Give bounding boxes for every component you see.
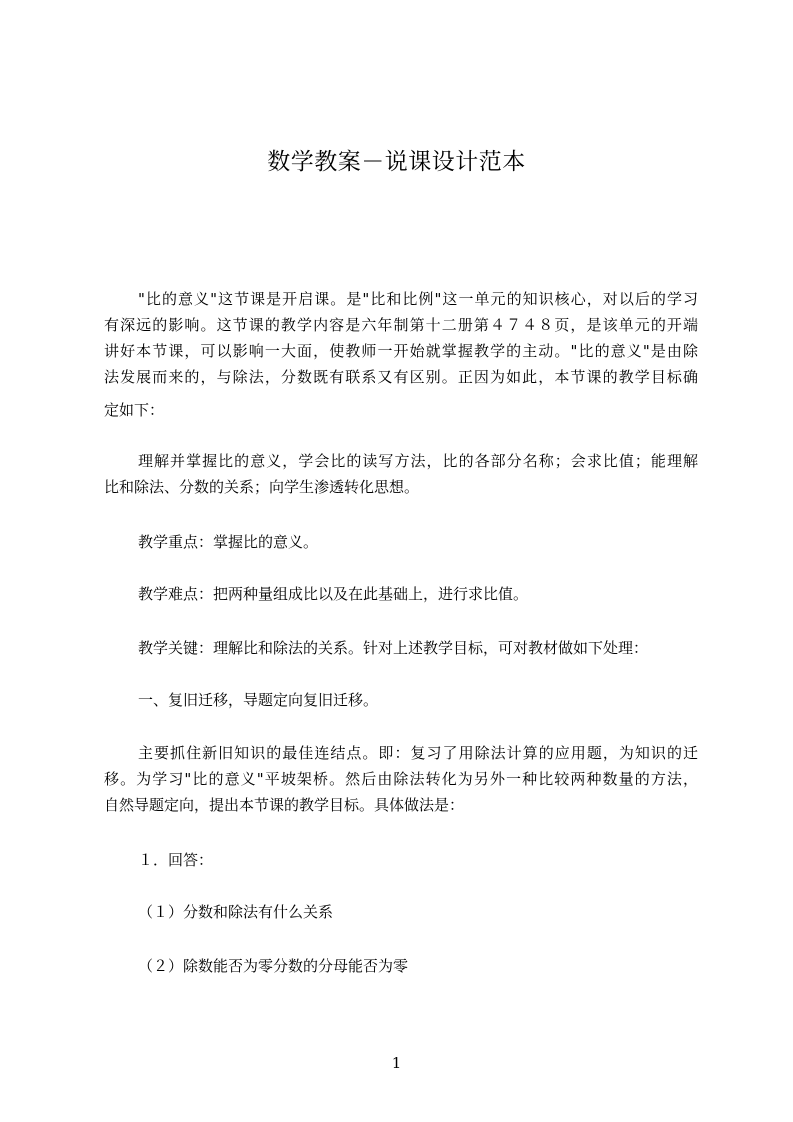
step-paragraph xyxy=(104,847,698,873)
question-2-paragraph xyxy=(104,953,698,979)
question-1-text: （１）分数和除法有什么关系 xyxy=(138,903,334,921)
section-line: 主要抓住新旧知识的最佳连结点。即：复习了用除法计算的应用题，为知识的迁 xyxy=(138,744,698,762)
page-number: 1 xyxy=(391,1054,402,1072)
objective-line: 比和除法、分数的关系；向学生渗透转化思想。 xyxy=(104,478,420,496)
section-heading xyxy=(104,687,698,713)
intro-line: 定如下： xyxy=(104,401,165,419)
intro-line: "比的意义"这节课是开启课。是"比和比例"这一单元的知识核心，对以后的学习 xyxy=(138,290,698,308)
section-paragraph xyxy=(104,740,698,818)
difficulty-paragraph xyxy=(104,581,698,607)
key-link-text: 教学关键：理解比和除法的关系。针对上述教学目标，可对教材做如下处理： xyxy=(138,639,649,657)
intro-line: 讲好本节课，可以影响一大面，使教师一开始就掌握教学的主动。"比的意义"是由除 xyxy=(104,342,698,360)
step-1-text: １．回答： xyxy=(138,851,214,869)
section-line: 移。为学习"比的意义"平坡架桥。然后由除法转化为另外一种比较两种数量的方法， xyxy=(104,770,698,788)
document-title: 数学教案－说课设计范本 xyxy=(267,149,526,175)
question-1-paragraph xyxy=(104,899,698,925)
objective-paragraph xyxy=(104,448,698,500)
difficulty-text: 教学难点：把两种量组成比以及在此基础上，进行求比值。 xyxy=(138,585,529,603)
intro-line: 法发展而来的，与除法，分数既有联系又有区别。正因为如此，本节课的教学目标确 xyxy=(104,368,698,386)
section-heading-text: 一、复旧迁移，导题定向复旧迁移。 xyxy=(138,691,379,709)
key-link-paragraph xyxy=(104,635,698,661)
objective-line: 理解并掌握比的意义，学会比的读写方法，比的各部分名称；会求比值；能理解 xyxy=(138,452,698,470)
intro-paragraph xyxy=(104,286,698,423)
key-point-text: 教学重点：掌握比的意义。 xyxy=(138,533,319,551)
question-2-text: （２）除数能否为零分数的分母能否为零 xyxy=(138,957,409,975)
intro-line: 有深远的影响。这节课的教学内容是六年制第十二册第４７４８页，是该单元的开端 xyxy=(104,316,698,334)
key-point-paragraph xyxy=(104,529,698,555)
section-line: 自然导题定向，提出本节课的教学目标。具体做法是： xyxy=(104,796,465,814)
